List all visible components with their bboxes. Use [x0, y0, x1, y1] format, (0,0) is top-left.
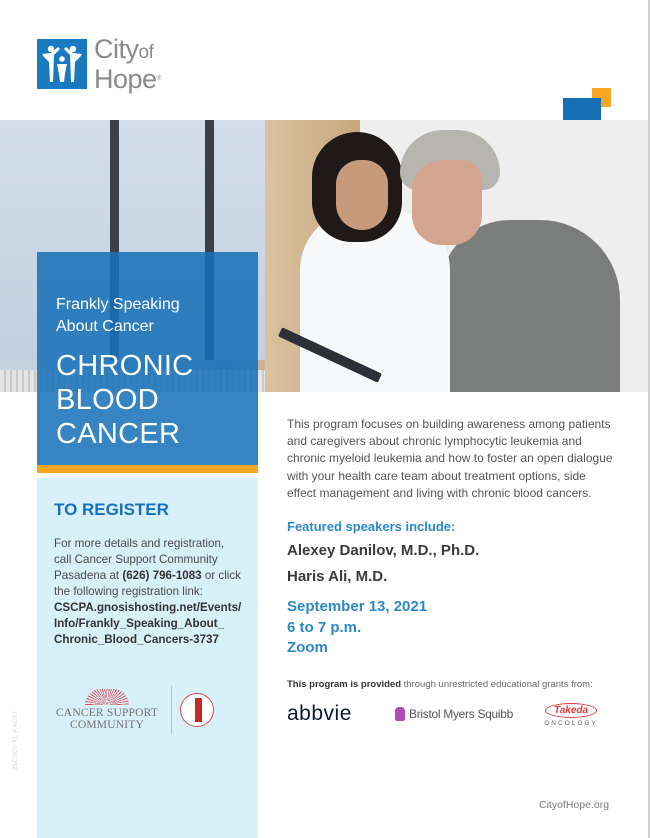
- event-date: September 13, 2021: [287, 598, 428, 615]
- event-time: 6 to 7 p.m.: [287, 618, 362, 636]
- speaker-name: Haris Ali, M.D.: [287, 568, 388, 585]
- accent-bar: [37, 465, 258, 473]
- program-description: This program focuses on building awareness among patients and caregivers about chronic lymphocytic leukemia and chronic myeloid leukemia and how to foster an open dialogue with your health care team about treatment options, side effect management and living with chronic blood cancers.: [287, 417, 613, 500]
- grants-statement: This program is provided through unrestricted educational grants from:: [287, 679, 593, 690]
- phone-number[interactable]: (626) 796-1083: [122, 569, 202, 582]
- event-location: Zoom: [287, 639, 328, 656]
- program-title-box: [37, 252, 258, 465]
- takeda-oncology-logo: Takeda ONCOLOGY: [544, 705, 598, 727]
- speakers-heading: Featured speakers include:: [287, 519, 456, 534]
- registration-link[interactable]: CSCPA.gnosishosting.net/Events/ Info/Frankly_Speaking_About_ Chronic_Blood_Cancers-3737: [54, 601, 242, 646]
- abbvie-logo: abbvie: [287, 701, 352, 725]
- series-title: Frankly Speaking About Cancer: [56, 296, 180, 335]
- sunburst-icon: [85, 689, 129, 705]
- family-icon: [37, 39, 87, 89]
- logo-wordmark: Cityof Hope®: [94, 34, 162, 94]
- gildas-club-icon: [180, 693, 214, 727]
- print-code: 25C0C0-FL-KAC07: [13, 710, 19, 770]
- register-panel: [37, 478, 258, 838]
- divider: [171, 686, 172, 734]
- sponsor-logos: [287, 700, 607, 727]
- cancer-support-community-logo: CANCER SUPPORT COMMUNITY: [51, 689, 163, 731]
- program-title: CHRONIC BLOOD CANCER: [56, 350, 194, 450]
- city-of-hope-logo[interactable]: [37, 36, 161, 92]
- speaker-name: Alexey Danilov, M.D., Ph.D.: [287, 542, 480, 559]
- partner-logos: [51, 686, 214, 734]
- register-heading: TO REGISTER: [54, 500, 169, 519]
- event-details: [287, 597, 427, 659]
- bms-logo: Bristol Myers Squibb: [395, 707, 535, 721]
- hand-icon: [395, 707, 405, 721]
- register-instructions: For more details and registration, call Cancer Support Community Pasadena at (626) 796-1083 or click the following registration link: CSCPA.gnosishosting.net/Events/ Info/Frankly_Speaking_About_ Chronic_Blood_Cancers-3737: [54, 537, 242, 646]
- website-link[interactable]: CityofHope.org: [539, 799, 610, 811]
